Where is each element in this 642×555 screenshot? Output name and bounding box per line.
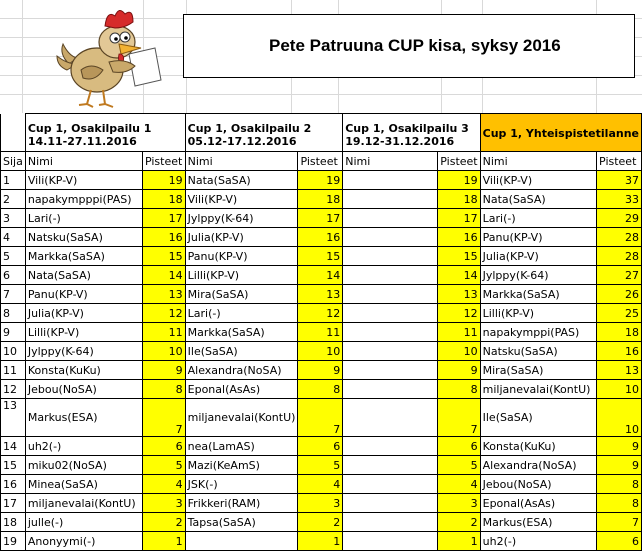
total-name-cell: Markus(ESA) [480,513,596,532]
rank-cell: 19 [1,532,26,551]
cup1-points-cell: 7 [142,399,185,437]
cup1-name-cell: Nata(SaSA) [25,266,142,285]
cup3-name-cell [343,456,438,475]
table-row [1,475,642,494]
cup2-points-cell: 16 [298,228,343,247]
cup3-points-cell: 15 [438,247,480,266]
total-name-cell: Lari(-) [480,209,596,228]
total-name-cell: uh2(-) [480,532,596,551]
cup3-header [343,114,480,152]
table-row [1,342,642,361]
page-title-box [183,14,635,78]
cup2-name-cell [185,532,298,551]
cup2-name-cell: Mira(SaSA) [185,285,298,304]
table-row [1,323,642,342]
total-points-cell: 8 [597,494,642,513]
cup3-points-cell: 12 [438,304,480,323]
cup2-points-cell: 14 [298,266,343,285]
cup1-name-cell: miljanevalai(KontU) [25,494,142,513]
cup2-name-cell: miljanevalai(KontU) [185,399,298,437]
cup2-points-cell: 12 [298,304,343,323]
table-row [1,171,642,190]
cup3-name-cell [343,494,438,513]
cup1-points-cell: 18 [142,190,185,209]
rank-cell: 17 [1,494,26,513]
cup1-points-cell: 4 [142,475,185,494]
cup3-points-cell: 16 [438,228,480,247]
cup1-name-cell: Natsku(SaSA) [25,228,142,247]
cup3-points-cell: 14 [438,266,480,285]
cup3-name-cell [343,475,438,494]
total-name-cell: napakymppi(PAS) [480,323,596,342]
table-row [1,209,642,228]
table-row [1,247,642,266]
cup2-name-cell: Julia(KP-V) [185,228,298,247]
cup3-points-cell: 1 [438,532,480,551]
total-header [480,114,641,152]
cup2-name-cell: Panu(KP-V) [185,247,298,266]
table-row [1,532,642,551]
results-table [0,113,642,551]
cup3-name-cell [343,171,438,190]
cup3-name-cell [343,532,438,551]
cup2-points-cell: 8 [298,380,343,399]
cup3-name-cell [343,513,438,532]
cup2-dates: 05.12-17.12.2016 [187,134,297,148]
cup3-name-cell [343,266,438,285]
total-title: Cup 1, Yhteispistetilanne [482,127,639,140]
rank-cell: 11 [1,361,26,380]
cup1-points-cell: 14 [142,266,185,285]
total-name-cell: Markka(SaSA) [480,285,596,304]
total-points-cell: 6 [597,532,642,551]
cup2-header [185,114,343,152]
c2-name-header: Nimi [185,152,298,171]
cup2-name-cell: Ile(SaSA) [185,342,298,361]
cup1-points-cell: 9 [142,361,185,380]
total-name-cell: Konsta(KuKu) [480,437,596,456]
cup1-points-cell: 11 [142,323,185,342]
cup1-name-cell: Vili(KP-V) [25,171,142,190]
cup3-name-cell [343,209,438,228]
table-row [1,266,642,285]
cup3-points-cell: 9 [438,361,480,380]
total-points-cell: 8 [597,475,642,494]
table-row [1,456,642,475]
rank-cell: 7 [1,285,26,304]
total-name-cell: Mira(SaSA) [480,361,596,380]
cup1-dates: 14.11-27.11.2016 [27,134,137,148]
cup3-name-cell [343,380,438,399]
rank-cell: 13 [1,399,26,437]
cup2-points-cell: 18 [298,190,343,209]
cup2-name-cell: Jylppy(K-64) [185,209,298,228]
cup3-name-cell [343,361,438,380]
table-row [1,513,642,532]
cup1-points-cell: 5 [142,456,185,475]
cup2-points-cell: 17 [298,209,343,228]
table-row [1,285,642,304]
table-row [1,190,642,209]
cup3-name-cell [343,247,438,266]
c1-name-header: Nimi [25,152,142,171]
cup2-name-cell: Vili(KP-V) [185,190,298,209]
cup-header-row [1,114,642,152]
total-points-cell: 10 [597,399,642,437]
total-points-cell: 7 [597,513,642,532]
cup1-points-cell: 3 [142,494,185,513]
rank-cell: 15 [1,456,26,475]
cup2-points-cell: 4 [298,475,343,494]
cup1-name-cell: Anonyymi(-) [25,532,142,551]
cup2-name-cell: Lari(-) [185,304,298,323]
cup1-title: Cup 1, Osakilpailu 1 [27,121,152,135]
total-name-cell: Natsku(SaSA) [480,342,596,361]
total-points-cell: 10 [597,380,642,399]
rank-cell: 18 [1,513,26,532]
cup1-name-cell: miku02(NoSA) [25,456,142,475]
total-points-cell: 37 [597,171,642,190]
cup1-points-cell: 6 [142,437,185,456]
total-name-cell: Vili(KP-V) [480,171,596,190]
rank-cell: 1 [1,171,26,190]
total-name-cell: Jebou(NoSA) [480,475,596,494]
table-row [1,228,642,247]
cup2-name-cell: Nata(SaSA) [185,171,298,190]
cup3-points-cell: 13 [438,285,480,304]
cup3-dates: 19.12-31.12.2016 [345,134,455,148]
cup2-title: Cup 1, Osakilpailu 2 [187,121,312,135]
total-name-cell: Eponal(AsAs) [480,494,596,513]
total-points-cell: 18 [597,323,642,342]
cup1-name-cell: Konsta(KuKu) [25,361,142,380]
cup2-points-cell: 2 [298,513,343,532]
cup1-name-cell: Panu(KP-V) [25,285,142,304]
c3-name-header: Nimi [343,152,438,171]
table-row [1,494,642,513]
cup3-points-cell: 2 [438,513,480,532]
cup3-name-cell [343,399,438,437]
cup2-name-cell: Frikkeri(RAM) [185,494,298,513]
rank-cell: 3 [1,209,26,228]
cup3-points-cell: 3 [438,494,480,513]
cup3-points-cell: 4 [438,475,480,494]
cup2-points-cell: 15 [298,247,343,266]
rank-cell: 12 [1,380,26,399]
cup2-name-cell: JSK(-) [185,475,298,494]
cup1-points-cell: 1 [142,532,185,551]
cup1-points-cell: 8 [142,380,185,399]
total-name-cell: Lilli(KP-V) [480,304,596,323]
cup1-name-cell: napakympppi(PAS) [25,190,142,209]
cup1-points-cell: 10 [142,342,185,361]
rank-cell: 5 [1,247,26,266]
cup3-points-cell: 19 [438,171,480,190]
total-points-cell: 16 [597,342,642,361]
cup3-name-cell [343,437,438,456]
total-name-cell: Alexandra(NoSA) [480,456,596,475]
cup2-points-cell: 6 [298,437,343,456]
cup2-points-cell: 5 [298,456,343,475]
corner-cell [1,114,26,152]
cup1-name-cell: uh2(-) [25,437,142,456]
total-points-cell: 28 [597,247,642,266]
cup2-name-cell: Mazi(KeAmS) [185,456,298,475]
cup2-points-cell: 7 [298,399,343,437]
rank-cell: 9 [1,323,26,342]
cup2-points-cell: 11 [298,323,343,342]
cup2-name-cell: Alexandra(NoSA) [185,361,298,380]
table-row [1,361,642,380]
cup3-points-cell: 18 [438,190,480,209]
cup1-points-cell: 15 [142,247,185,266]
cup3-name-cell [343,323,438,342]
total-name-cell: Jylppy(K-64) [480,266,596,285]
c2-points-header: Pisteet [298,152,343,171]
total-name-cell: miljanevalai(KontU) [480,380,596,399]
total-name-cell: Ile(SaSA) [480,399,596,437]
total-name-cell: Nata(SaSA) [480,190,596,209]
total-points-cell: 29 [597,209,642,228]
total-points-cell: 9 [597,456,642,475]
cup1-name-cell: Lari(-) [25,209,142,228]
cup3-name-cell [343,342,438,361]
cup2-name-cell: Tapsa(SaSA) [185,513,298,532]
cup1-name-cell: Jebou(NoSA) [25,380,142,399]
cup3-points-cell: 7 [438,399,480,437]
cup1-points-cell: 2 [142,513,185,532]
cup2-points-cell: 3 [298,494,343,513]
cup2-points-cell: 9 [298,361,343,380]
table-row [1,304,642,323]
table-row [1,399,642,437]
cup1-points-cell: 17 [142,209,185,228]
cup1-name-cell: Lilli(KP-V) [25,323,142,342]
cup3-name-cell [343,304,438,323]
cup1-points-cell: 12 [142,304,185,323]
cup3-name-cell [343,228,438,247]
total-points-cell: 13 [597,361,642,380]
rank-cell: 14 [1,437,26,456]
cup2-points-cell: 13 [298,285,343,304]
c4-points-header: Pisteet [597,152,642,171]
cup3-name-cell [343,190,438,209]
cup3-name-cell [343,285,438,304]
cup3-points-cell: 8 [438,380,480,399]
cup1-name-cell: Markka(SaSA) [25,247,142,266]
mascot-bird-illustration [55,4,165,112]
c4-name-header: Nimi [480,152,596,171]
cup1-name-cell: Markus(ESA) [25,399,142,437]
total-points-cell: 9 [597,437,642,456]
cup1-points-cell: 16 [142,228,185,247]
cup2-name-cell: Lilli(KP-V) [185,266,298,285]
cup3-points-cell: 10 [438,342,480,361]
column-header-row [1,152,642,171]
total-points-cell: 33 [597,190,642,209]
cup3-points-cell: 6 [438,437,480,456]
cup2-points-cell: 19 [298,171,343,190]
cup1-name-cell: julle(-) [25,513,142,532]
cup1-header [25,114,185,152]
total-name-cell: Julia(KP-V) [480,247,596,266]
cup2-name-cell: Eponal(AsAs) [185,380,298,399]
total-points-cell: 25 [597,304,642,323]
cup1-points-cell: 19 [142,171,185,190]
cup1-name-cell: Jylppy(K-64) [25,342,142,361]
sija-header: Sija [1,152,26,171]
rank-cell: 16 [1,475,26,494]
total-points-cell: 28 [597,228,642,247]
results-table-body [1,114,642,551]
rank-cell: 4 [1,228,26,247]
rank-cell: 10 [1,342,26,361]
rank-cell: 6 [1,266,26,285]
cup3-points-cell: 5 [438,456,480,475]
total-points-cell: 27 [597,266,642,285]
cup2-points-cell: 1 [298,532,343,551]
cup3-points-cell: 11 [438,323,480,342]
page-title: Pete Patruuna CUP kisa, syksy 2016 [269,36,561,55]
total-points-cell: 26 [597,285,642,304]
total-name-cell: Panu(KP-V) [480,228,596,247]
cup2-name-cell: Markka(SaSA) [185,323,298,342]
cup1-points-cell: 13 [142,285,185,304]
table-row [1,437,642,456]
rank-cell: 8 [1,304,26,323]
cup1-name-cell: Minea(SaSA) [25,475,142,494]
cup3-title: Cup 1, Osakilpailu 3 [345,121,469,135]
table-row [1,380,642,399]
cup2-points-cell: 10 [298,342,343,361]
rank-cell: 2 [1,190,26,209]
cup2-name-cell: nea(LamAS) [185,437,298,456]
c1-points-header: Pisteet [142,152,185,171]
cup1-name-cell: Julia(KP-V) [25,304,142,323]
cup3-points-cell: 17 [438,209,480,228]
c3-points-header: Pisteet [438,152,480,171]
